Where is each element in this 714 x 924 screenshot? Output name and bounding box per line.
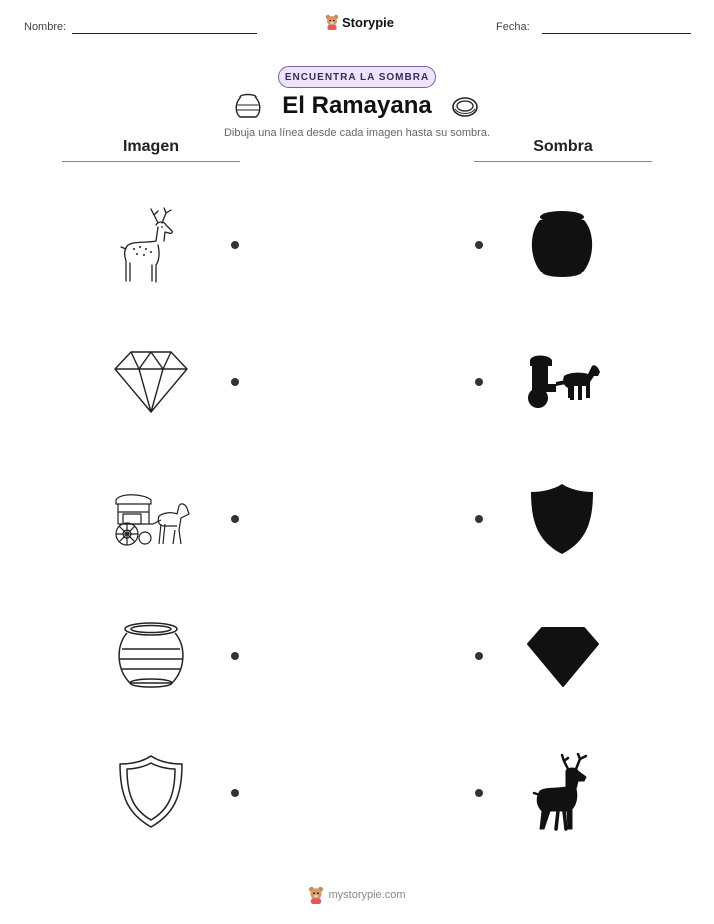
shadow-column-heading: Sombra — [533, 138, 593, 155]
shadow-dot-3[interactable] — [475, 515, 483, 523]
diamond-silhouette-icon — [526, 626, 600, 688]
instructions: Dibuja una línea desde cada imagen hasta su sombra. — [223, 127, 490, 139]
deer-silhouette-icon — [530, 753, 594, 831]
brand-name: Storypie — [342, 14, 395, 30]
image-dot-4[interactable] — [231, 652, 239, 660]
horse-carriage-silhouette-icon — [526, 354, 602, 410]
deer-outline-icon — [118, 205, 184, 285]
bear-mascot-icon — [308, 886, 324, 904]
footer — [0, 886, 714, 904]
shield-outline-icon — [118, 754, 184, 830]
name-field[interactable] — [72, 33, 257, 34]
image-column-heading: Imagen — [122, 138, 179, 155]
image-dot-3[interactable] — [231, 515, 239, 523]
shadow-dot-2[interactable] — [475, 378, 483, 386]
bear-mascot-icon — [325, 14, 339, 30]
date-field[interactable] — [542, 33, 691, 34]
image-dot-5[interactable] — [231, 789, 239, 797]
pot-outline-icon — [116, 621, 186, 689]
date-label: Fecha: — [496, 21, 530, 33]
diamond-outline-icon — [113, 349, 189, 415]
name-label: Nombre: — [24, 21, 67, 33]
image-dot-2[interactable] — [231, 378, 239, 386]
shadow-dot-1[interactable] — [475, 241, 483, 249]
page-title: El Ramayana — [282, 92, 432, 119]
shadow-dot-4[interactable] — [475, 652, 483, 660]
image-dot-1[interactable] — [231, 241, 239, 249]
shadow-column-rule — [474, 161, 652, 162]
shadow-dot-5[interactable] — [475, 789, 483, 797]
storypie-logo — [325, 14, 394, 30]
shield-silhouette-icon — [529, 482, 595, 556]
activity-badge: ENCUENTRA LA SOMBRA — [278, 66, 436, 88]
pot-silhouette-icon — [529, 210, 595, 278]
image-column-rule — [62, 161, 240, 162]
footer-url[interactable]: mystorypie.com — [328, 889, 406, 901]
horse-carriage-outline-icon — [113, 490, 191, 548]
ring-decoration-icon — [451, 94, 479, 120]
